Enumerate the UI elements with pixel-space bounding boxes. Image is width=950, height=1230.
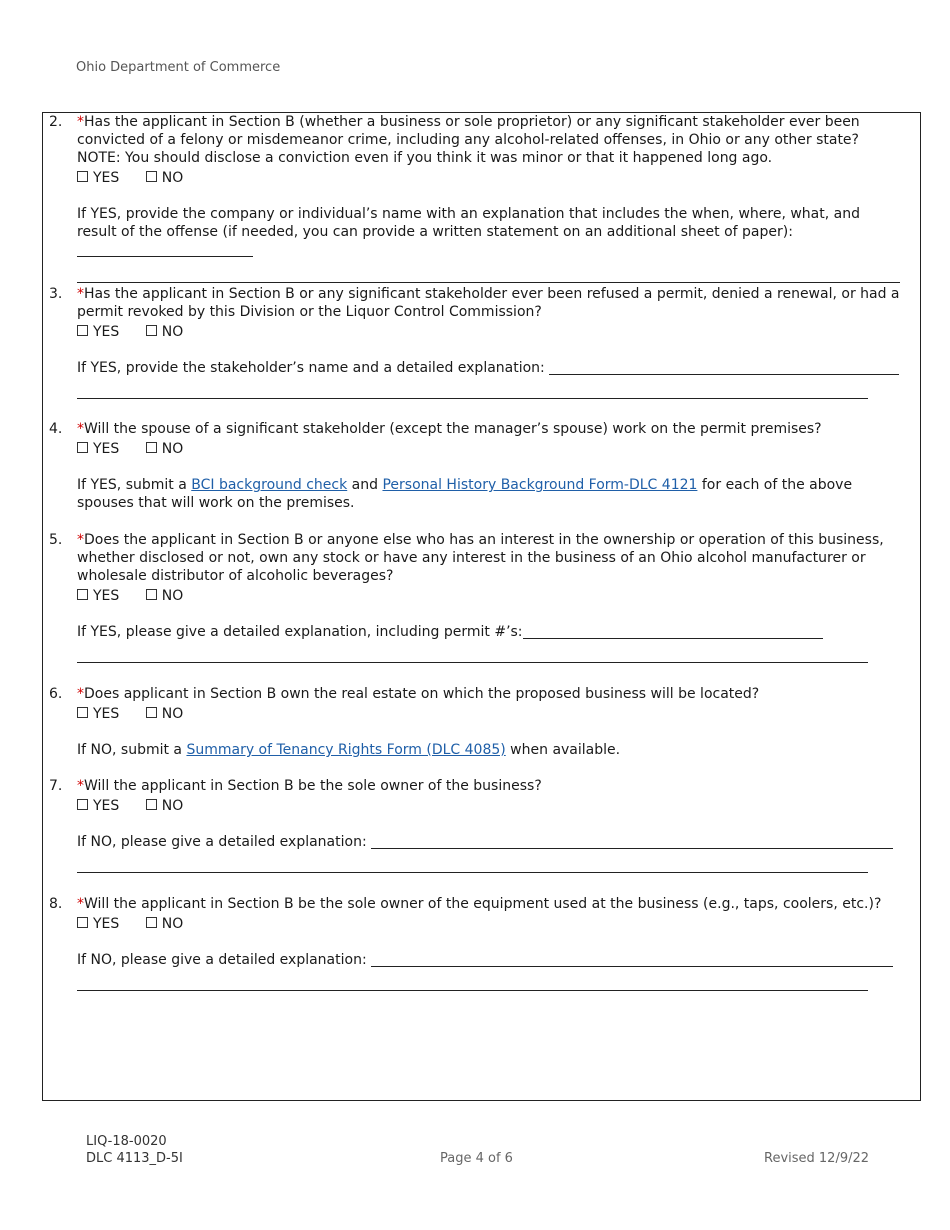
yes-no-options [77, 169, 900, 187]
form-id: LIQ-18-0020 [86, 1134, 167, 1149]
form-code: DLC 4113_D-5I [86, 1151, 183, 1166]
yes-checkbox[interactable]: YES [77, 587, 119, 605]
yes-checkbox[interactable]: YES [77, 323, 119, 341]
answer-line[interactable] [371, 834, 893, 849]
no-checkbox[interactable]: NO [146, 323, 184, 341]
question-4: 4. *Will the spouse of a significant stakeholder (except the manager’s spouse) work on the permit premises? YES NO If YES, submit a BCI background check and Personal History Background Form-DLC 4121 for each of the above spouses that will work on the premises. [43, 420, 920, 512]
yes-no-options [77, 323, 900, 341]
yes-no-options [77, 915, 900, 933]
no-checkbox[interactable]: NO [146, 440, 184, 458]
yes-no-options [77, 440, 900, 458]
question-2: 2. *Has the applicant in Section B (whether a business or sole proprietor) or any significant stakeholder ever been convicted of a felony or misdemeanor crime, including any alcohol-related offenses, in Ohio or any other state? NOTE: You should disclose a conviction even if you think it was minor or that it happened long ago. YES NO If YES, provide the company or individual’s name with an explanation that includes the when, where, what, and result of the offense (if needed, you can provide a written statement on an additional sheet of paper): [43, 113, 920, 283]
followup-text: If NO, please give a detailed explanation: [77, 952, 367, 968]
question-text: Will the applicant in Section B be the sole owner of the equipment used at the business (e.g., taps, coolers, etc.)? [84, 896, 882, 912]
question-text: Does the applicant in Section B or anyone else who has an interest in the ownership or operation of this business, whether disclosed or not, own any stock or have any interest in the business of an Ohio alcohol manufacturer or wholesale distributor of alcoholic beverages? [77, 532, 884, 584]
footer-form-ids [86, 1133, 183, 1167]
personal-history-form-link[interactable]: Personal History Background Form-DLC 4121 [382, 477, 698, 493]
followup-text: If YES, provide the company or individual’s name with an explanation that includes the when, where, what, and result of the offense (if needed, you can provide a written statement on an additional sheet of paper): [77, 206, 860, 240]
yes-checkbox[interactable]: YES [77, 169, 119, 187]
yes-no-options [77, 797, 900, 815]
questions-frame [42, 112, 921, 1101]
answer-line[interactable] [77, 397, 868, 399]
no-checkbox[interactable]: NO [146, 705, 184, 723]
no-checkbox[interactable]: NO [146, 915, 184, 933]
followup-text: If NO, please give a detailed explanation: [77, 834, 367, 850]
answer-line[interactable] [371, 952, 893, 967]
header-org: Ohio Department of Commerce [76, 60, 281, 75]
bci-background-check-link[interactable]: BCI background check [191, 477, 348, 493]
answer-line[interactable] [77, 281, 900, 283]
no-checkbox[interactable]: NO [146, 797, 184, 815]
followup-text: If YES, please give a detailed explanation, including permit #’s: [77, 624, 523, 640]
followup-text: If NO, submit a Summary of Tenancy Rights Form (DLC 4085) when available. [77, 742, 621, 758]
question-text: Does applicant in Section B own the real estate on which the proposed business will be located? [84, 686, 760, 702]
followup-text: If YES, provide the stakeholder’s name and a detailed explanation: [77, 360, 545, 376]
answer-line[interactable] [77, 871, 868, 873]
question-text: Will the applicant in Section B be the sole owner of the business? [84, 778, 542, 794]
answer-line[interactable] [523, 624, 823, 639]
answer-line[interactable] [77, 661, 868, 663]
question-number: 2. [49, 114, 63, 130]
yes-checkbox[interactable]: YES [77, 705, 119, 723]
yes-no-options [77, 705, 900, 723]
page-number: Page 4 of 6 [440, 1151, 513, 1166]
yes-checkbox[interactable]: YES [77, 915, 119, 933]
answer-line[interactable] [77, 989, 868, 991]
question-text: Has the applicant in Section B (whether a business or sole proprietor) or any significant stakeholder ever been convicted of a felony or misdemeanor crime, including any alcohol-related offenses, in Ohio or any other state? NOTE: You should disclose a conviction even if you think it was minor or that it happened long ago. [77, 114, 860, 166]
question-8: 8. *Will the applicant in Section B be the sole owner of the equipment used at the business (e.g., taps, coolers, etc.)? YES NO If NO, please give a detailed explanation: [43, 895, 920, 991]
answer-line[interactable] [77, 242, 253, 257]
yes-checkbox[interactable]: YES [77, 440, 119, 458]
question-6: 6. *Does applicant in Section B own the real estate on which the proposed business will be located? YES NO If NO, submit a Summary of Tenancy Rights Form (DLC 4085) when available. [43, 685, 920, 759]
question-3: 3. *Has the applicant in Section B or any significant stakeholder ever been refused a permit, denied a renewal, or had a permit revoked by this Division or the Liquor Control Commission? YES NO If YES, provide the stakeholder’s name and a detailed explanation: [43, 285, 920, 399]
question-5: 5. *Does the applicant in Section B or anyone else who has an interest in the ownership or operation of this business, whether disclosed or not, own any stock or have any interest in the business of an Ohio alcohol manufacturer or wholesale distributor of alcoholic beverages? YES NO If YES, please give a detailed explanation, including permit #’s: [43, 531, 920, 663]
answer-line[interactable] [549, 360, 899, 375]
question-text: Will the spouse of a significant stakeholder (except the manager’s spouse) work on the permit premises? [84, 421, 822, 437]
yes-no-options [77, 587, 900, 605]
yes-checkbox[interactable]: YES [77, 797, 119, 815]
revised-date: Revised 12/9/22 [764, 1151, 870, 1166]
followup-text: If YES, submit a BCI background check and Personal History Background Form-DLC 4121 for each of the above spouses that will work on the premises. [77, 477, 853, 511]
tenancy-rights-form-link[interactable]: Summary of Tenancy Rights Form (DLC 4085) [186, 742, 506, 758]
question-7: 7. *Will the applicant in Section B be the sole owner of the business? YES NO If NO, please give a detailed explanation: [43, 777, 920, 873]
no-checkbox[interactable]: NO [146, 169, 184, 187]
question-text: Has the applicant in Section B or any significant stakeholder ever been refused a permit, denied a renewal, or had a permit revoked by this Division or the Liquor Control Commission? [77, 286, 900, 320]
no-checkbox[interactable]: NO [146, 587, 184, 605]
